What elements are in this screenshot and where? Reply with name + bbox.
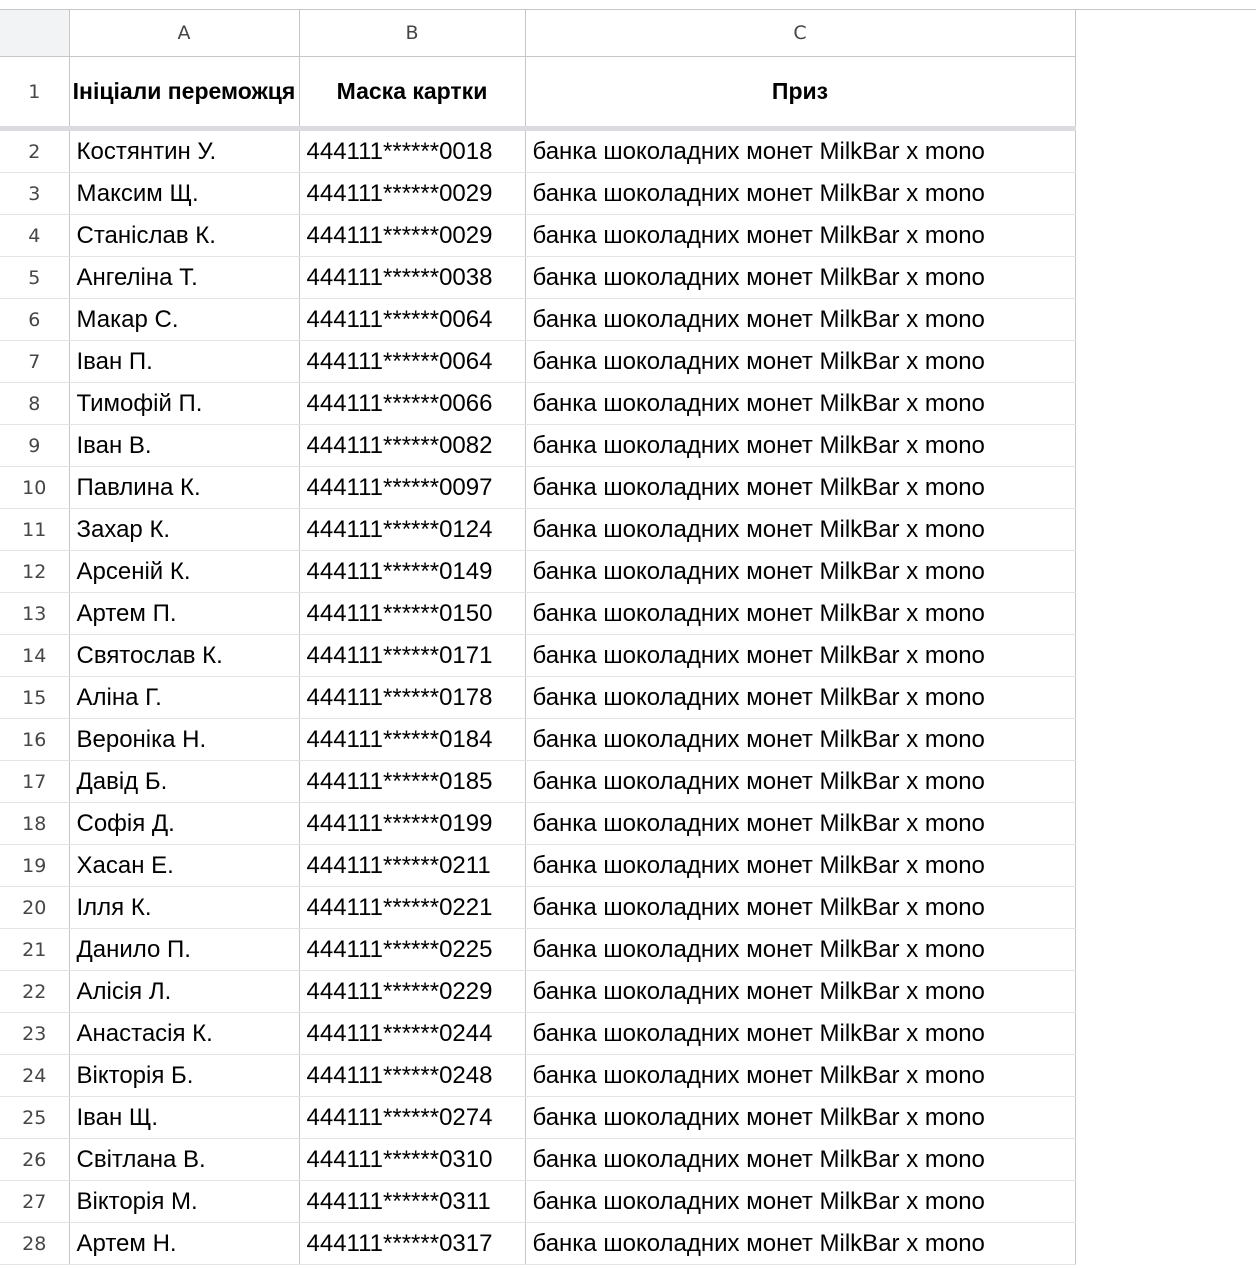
cell-card-mask[interactable]: 444111******0097 [299,467,525,509]
table-row [0,1055,1075,1097]
table-row [0,887,1075,929]
cell-winner-initials[interactable]: Іван Щ. [69,1097,299,1139]
cell-winner-initials[interactable]: Ангеліна Т. [69,257,299,299]
table-row [0,299,1075,341]
cell-prize[interactable]: банка шоколадних монет MilkBar x mono [525,215,1075,257]
table-row [0,129,1075,173]
cell-card-mask[interactable]: 444111******0018 [299,129,525,173]
row-number[interactable]: 23 [0,1013,69,1055]
row-number[interactable]: 3 [0,173,69,215]
cell-card-mask[interactable]: 444111******0274 [299,1097,525,1139]
cell-prize[interactable]: банка шоколадних монет MilkBar x mono [525,803,1075,845]
cell-prize[interactable]: банка шоколадних монет MilkBar x mono [525,173,1075,215]
cell-card-mask[interactable]: 444111******0029 [299,215,525,257]
table-row [0,761,1075,803]
table-row [0,1223,1075,1265]
table-row [0,425,1075,467]
cell-prize[interactable]: банка шоколадних монет MilkBar x mono [525,887,1075,929]
cell-prize[interactable]: банка шоколадних монет MilkBar x mono [525,509,1075,551]
row-number[interactable]: 17 [0,761,69,803]
cell-card-mask[interactable]: 444111******0038 [299,257,525,299]
cell-winner-initials[interactable]: Павлина К. [69,467,299,509]
cell-card-mask[interactable]: 444111******0248 [299,1055,525,1097]
cell-prize[interactable]: банка шоколадних монет MilkBar x mono [525,1097,1075,1139]
table-row [0,509,1075,551]
cell-winner-initials[interactable]: Станіслав К. [69,215,299,257]
table-row [0,1013,1075,1055]
cell-prize[interactable]: банка шоколадних монет MilkBar x mono [525,845,1075,887]
cell-prize[interactable]: банка шоколадних монет MilkBar x mono [525,929,1075,971]
row-number[interactable]: 10 [0,467,69,509]
cell-prize[interactable]: банка шоколадних монет MilkBar x mono [525,1223,1075,1265]
cell-prize[interactable]: банка шоколадних монет MilkBar x mono [525,1181,1075,1223]
cell-prize[interactable]: банка шоколадних монет MilkBar x mono [525,635,1075,677]
cell-prize[interactable]: банка шоколадних монет MilkBar x mono [525,719,1075,761]
cell-prize[interactable]: банка шоколадних монет MilkBar x mono [525,1055,1075,1097]
cell-winner-initials[interactable]: Софія Д. [69,803,299,845]
cell-card-mask[interactable]: 444111******0150 [299,593,525,635]
cell-prize[interactable]: банка шоколадних монет MilkBar x mono [525,341,1075,383]
cell-winner-initials[interactable]: Артем П. [69,593,299,635]
cell-winner-initials[interactable]: Костянтин У. [69,129,299,173]
row-number[interactable]: 12 [0,551,69,593]
table-row [0,173,1075,215]
column-header-row [0,10,1075,57]
row-number[interactable]: 6 [0,299,69,341]
cell-winner-initials[interactable]: Давід Б. [69,761,299,803]
cell-card-mask[interactable]: 444111******0211 [299,845,525,887]
row-number[interactable]: 4 [0,215,69,257]
row-number[interactable]: 18 [0,803,69,845]
cell-card-mask[interactable]: 444111******0199 [299,803,525,845]
cell-card-mask[interactable]: 444111******0310 [299,1139,525,1181]
row-number[interactable]: 11 [0,509,69,551]
cell-prize[interactable]: банка шоколадних монет MilkBar x mono [525,593,1075,635]
cell-card-mask[interactable]: 444111******0311 [299,1181,525,1223]
table-row [0,257,1075,299]
cell-card-mask[interactable]: 444111******0029 [299,173,525,215]
cell-card-mask[interactable]: 444111******0064 [299,299,525,341]
header-cell-initials[interactable]: Ініціали переможця [69,57,299,129]
cell-prize[interactable]: банка шоколадних монет MilkBar x mono [525,1139,1075,1181]
cell-card-mask[interactable]: 444111******0064 [299,341,525,383]
row-number[interactable]: 14 [0,635,69,677]
cell-card-mask[interactable]: 444111******0082 [299,425,525,467]
row-number[interactable]: 7 [0,341,69,383]
table-row [0,971,1075,1013]
cell-card-mask[interactable]: 444111******0184 [299,719,525,761]
row-number[interactable]: 19 [0,845,69,887]
cell-card-mask[interactable]: 444111******0244 [299,1013,525,1055]
cell-winner-initials[interactable]: Максим Щ. [69,173,299,215]
table-header-row [0,57,1075,129]
cell-prize[interactable]: банка шоколадних монет MilkBar x mono [525,383,1075,425]
row-number[interactable]: 27 [0,1181,69,1223]
table-row [0,719,1075,761]
cell-prize[interactable]: банка шоколадних монет MilkBar x mono [525,551,1075,593]
table-row [0,551,1075,593]
table-row [0,383,1075,425]
select-all-corner[interactable] [0,10,69,57]
spreadsheet-grid [0,10,1076,1265]
cell-card-mask[interactable]: 444111******0185 [299,761,525,803]
cell-winner-initials[interactable]: Аліна Г. [69,677,299,719]
row-number[interactable]: 9 [0,425,69,467]
cell-winner-initials[interactable]: Алісія Л. [69,971,299,1013]
cell-card-mask[interactable]: 444111******0225 [299,929,525,971]
column-header-b[interactable]: B [299,10,525,57]
cell-card-mask[interactable]: 444111******0229 [299,971,525,1013]
table-row [0,215,1075,257]
row-number[interactable]: 22 [0,971,69,1013]
cell-card-mask[interactable]: 444111******0178 [299,677,525,719]
row-number[interactable]: 26 [0,1139,69,1181]
row-number[interactable]: 5 [0,257,69,299]
cell-winner-initials[interactable]: Святослав К. [69,635,299,677]
cell-card-mask[interactable]: 444111******0317 [299,1223,525,1265]
table-row [0,1097,1075,1139]
cell-winner-initials[interactable]: Іван П. [69,341,299,383]
cell-winner-initials[interactable]: Ілля К. [69,887,299,929]
cell-card-mask[interactable]: 444111******0171 [299,635,525,677]
cell-winner-initials[interactable]: Анастасія К. [69,1013,299,1055]
row-number[interactable]: 1 [0,57,69,129]
row-number[interactable]: 28 [0,1223,69,1265]
table-row [0,593,1075,635]
row-number[interactable]: 2 [0,129,69,173]
cell-prize[interactable]: банка шоколадних монет MilkBar x mono [525,299,1075,341]
cell-prize[interactable]: банка шоколадних монет MilkBar x mono [525,677,1075,719]
row-number[interactable]: 15 [0,677,69,719]
table-row [0,677,1075,719]
cell-winner-initials[interactable]: Захар К. [69,509,299,551]
cell-winner-initials[interactable]: Іван В. [69,425,299,467]
cell-prize[interactable]: банка шоколадних монет MilkBar x mono [525,467,1075,509]
column-header-a[interactable]: A [69,10,299,57]
cell-prize[interactable]: банка шоколадних монет MilkBar x mono [525,129,1075,173]
cell-winner-initials[interactable]: Арсеній К. [69,551,299,593]
cell-card-mask[interactable]: 444111******0221 [299,887,525,929]
table-row [0,635,1075,677]
row-number[interactable]: 25 [0,1097,69,1139]
header-cell-prize[interactable]: Приз [525,57,1075,129]
cell-winner-initials[interactable]: Артем Н. [69,1223,299,1265]
cell-card-mask[interactable]: 444111******0124 [299,509,525,551]
cell-winner-initials[interactable]: Макар С. [69,299,299,341]
cell-winner-initials[interactable]: Вероніка Н. [69,719,299,761]
cell-prize[interactable]: банка шоколадних монет MilkBar x mono [525,425,1075,467]
table-row [0,929,1075,971]
row-number[interactable]: 16 [0,719,69,761]
cell-card-mask[interactable]: 444111******0066 [299,383,525,425]
table-row [0,341,1075,383]
cell-prize[interactable]: банка шоколадних монет MilkBar x mono [525,761,1075,803]
row-number[interactable]: 24 [0,1055,69,1097]
row-number[interactable]: 8 [0,383,69,425]
cell-winner-initials[interactable]: Хасан Е. [69,845,299,887]
table-row [0,1181,1075,1223]
cell-winner-initials[interactable]: Світлана В. [69,1139,299,1181]
row-number[interactable]: 20 [0,887,69,929]
column-header-c[interactable]: C [525,10,1075,57]
row-number[interactable]: 21 [0,929,69,971]
cell-card-mask[interactable]: 444111******0149 [299,551,525,593]
table-row [0,845,1075,887]
table-row [0,467,1075,509]
cell-winner-initials[interactable]: Вікторія Б. [69,1055,299,1097]
cell-prize[interactable]: банка шоколадних монет MilkBar x mono [525,971,1075,1013]
header-cell-card-mask[interactable]: Маска картки [299,57,525,129]
table-row [0,803,1075,845]
cell-prize[interactable]: банка шоколадних монет MilkBar x mono [525,257,1075,299]
table-row [0,1139,1075,1181]
cell-prize[interactable]: банка шоколадних монет MilkBar x mono [525,1013,1075,1055]
row-number[interactable]: 13 [0,593,69,635]
cell-winner-initials[interactable]: Тимофій П. [69,383,299,425]
cell-winner-initials[interactable]: Данило П. [69,929,299,971]
cell-winner-initials[interactable]: Вікторія М. [69,1181,299,1223]
